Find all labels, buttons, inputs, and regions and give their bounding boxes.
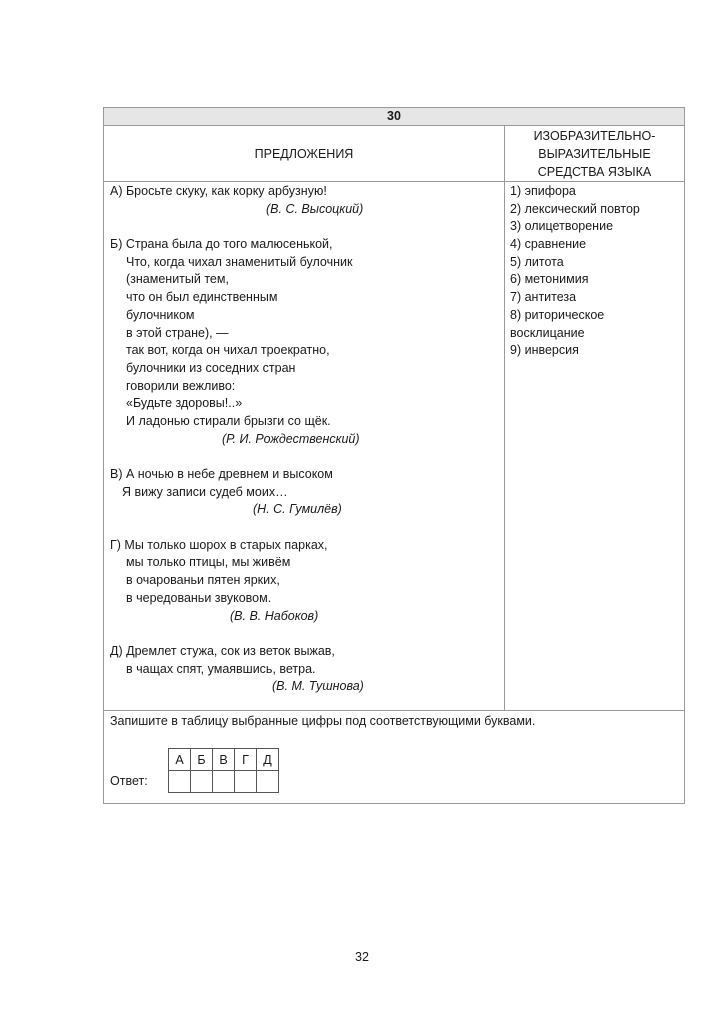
- answer-section: [104, 711, 685, 804]
- sentence-v-line: Я вижу записи судеб моих…: [122, 484, 288, 499]
- sentence-b-line: говорили вежливо:: [126, 378, 236, 393]
- answer-cell-a[interactable]: [169, 771, 191, 793]
- page-number: 32: [355, 950, 369, 964]
- sentence-b-line: (знаменитый тем,: [126, 272, 229, 287]
- answer-table: [168, 748, 279, 793]
- sentence-b-line: булочником: [126, 307, 195, 322]
- source-d: (В. М. Тушнова): [272, 679, 364, 694]
- sentence-b-line: «Будьте здоровы!..»: [126, 396, 243, 411]
- answer-letter-g: Г: [235, 749, 257, 771]
- answer-letter-d: Д: [257, 749, 279, 771]
- sentence-b-line: что он был единственным: [126, 290, 278, 305]
- header-means: [505, 126, 685, 182]
- answer-cell-g[interactable]: [235, 771, 257, 793]
- sentence-b-line: Что, когда чихал знаменитый булочник: [126, 254, 353, 269]
- header-sentences: ПРЕДЛОЖЕНИЯ: [104, 126, 505, 182]
- sentence-a: А) Бросьте скуку, как корку арбузную!: [110, 184, 327, 198]
- sentence-d: Д) Дремлет стужа, сок из веток выжав,: [110, 643, 335, 658]
- sentences-cell: [104, 182, 505, 711]
- answer-label: Ответ:: [110, 774, 148, 788]
- header-means-line: СРЕДСТВА ЯЗЫКА: [537, 165, 652, 179]
- sentence-g: Г) Мы только шорох в старых парках,: [110, 537, 328, 552]
- sentence-g-line: в чередованьи звуковом.: [126, 590, 272, 605]
- answer-cell-b[interactable]: [191, 771, 213, 793]
- answer-letter-v: В: [213, 749, 235, 771]
- answer-letter-b: Б: [191, 749, 213, 771]
- task-table: [103, 107, 685, 804]
- answer-cell-v[interactable]: [213, 771, 235, 793]
- means-item: 7) антитеза: [510, 290, 577, 305]
- means-item: 5) литота: [510, 254, 564, 269]
- header-means-line: ВЫРАЗИТЕЛЬНЫЕ: [538, 147, 651, 161]
- source-g: (В. В. Набоков): [230, 608, 319, 623]
- sentence-b-line: в этой стране), —: [126, 325, 229, 340]
- sentence-d-line: в чащах спят, умаявшись, ветра.: [126, 661, 316, 676]
- means-item: 1) эпифора: [510, 184, 576, 198]
- means-item: 8) риторическое: [510, 307, 605, 322]
- sentence-b: Б) Страна была до того малюсенькой,: [110, 237, 333, 252]
- source-b: (Р. И. Рождественский): [222, 431, 360, 446]
- task-number: 30: [104, 108, 685, 126]
- sentence-b-line: И ладонью стирали брызги со щёк.: [126, 413, 331, 428]
- answer-letter-a: А: [169, 749, 191, 771]
- means-item: 9) инверсия: [510, 343, 579, 358]
- sentence-b-line: булочники из соседних стран: [126, 360, 296, 375]
- means-cell: [505, 182, 685, 711]
- source-v: (Н. С. Гумилёв): [253, 502, 342, 517]
- sentence-v: В) А ночью в небе древнем и высоком: [110, 467, 333, 481]
- instruction-text: Запишите в таблицу выбранные цифры под соответствующими буквами.: [110, 714, 536, 728]
- means-item: восклицание: [510, 325, 585, 340]
- header-means-line: ИЗОБРАЗИТЕЛЬНО-: [533, 129, 656, 143]
- source-a: (В. С. Высоцкий): [266, 201, 364, 216]
- sentence-g-line: в очарованьи пятен ярких,: [126, 573, 280, 588]
- means-item: 6) метонимия: [510, 272, 589, 287]
- sentence-b-line: так вот, когда он чихал троекратно,: [126, 343, 330, 358]
- sentence-g-line: мы только птицы, мы живём: [126, 555, 291, 570]
- means-item: 3) олицетворение: [510, 219, 614, 234]
- means-item: 4) сравнение: [510, 237, 587, 252]
- means-item: 2) лексический повтор: [510, 201, 640, 216]
- answer-cell-d[interactable]: [257, 771, 279, 793]
